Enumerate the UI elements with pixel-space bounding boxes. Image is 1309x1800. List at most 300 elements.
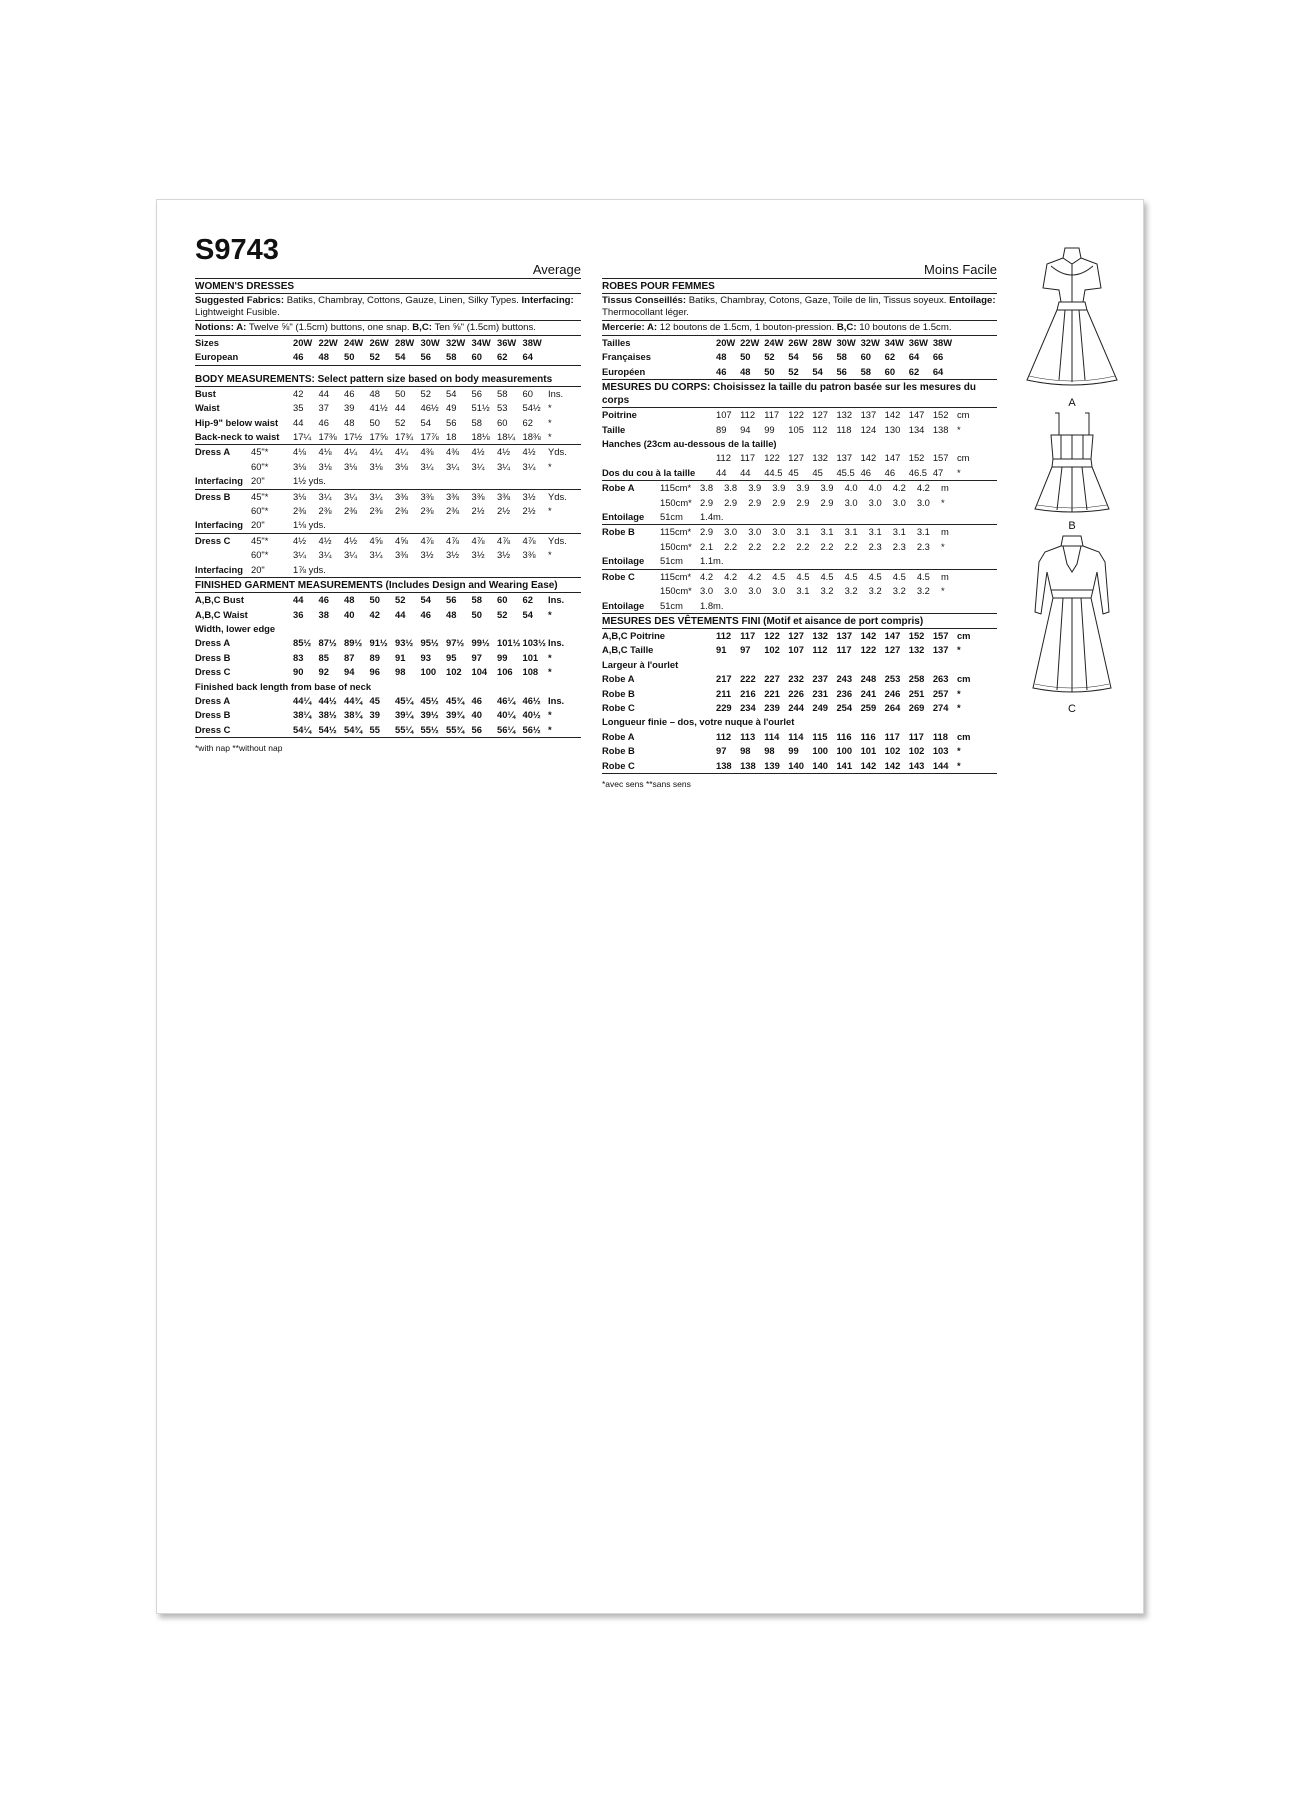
table-row: [195, 608, 581, 622]
cell-unit: *: [940, 496, 945, 508]
cell-value: 4.5: [796, 570, 810, 582]
cell-value: 249: [812, 701, 829, 713]
cell-value: 28W: [395, 337, 415, 348]
cell-value: 54: [395, 351, 406, 363]
cell-value: 44: [293, 416, 304, 428]
cell-value: 103½: [522, 637, 546, 649]
cell-value: 143: [908, 759, 925, 771]
cell-value: 100: [812, 745, 829, 757]
table-row: [602, 466, 997, 480]
notions-text: Twelve ⅝" (1.5cm) buttons, one snap.: [246, 322, 413, 333]
table-row: [195, 593, 581, 607]
table-row: [602, 687, 997, 701]
cell-value: 48: [716, 351, 727, 363]
cell-value: 3¼: [369, 549, 383, 561]
cell-value: 3.0: [772, 585, 786, 597]
cell-value: 4.2: [916, 482, 930, 494]
row-label: [602, 540, 660, 554]
garment-title-fr: ROBES POUR FEMMES: [602, 279, 997, 294]
cell-unit: *: [956, 701, 961, 713]
cell-value: 99: [788, 745, 799, 757]
cell-value: 46½: [420, 402, 439, 414]
table-row: [195, 665, 581, 679]
notions-text-fr: 12 boutons de 1.5cm, 1 bouton-pression.: [657, 322, 837, 333]
table-row: [602, 730, 997, 744]
cell-value: 87½: [318, 637, 337, 649]
fabric-width: 150cm*: [660, 540, 692, 552]
cell-value: 138: [740, 759, 756, 771]
cell-value: 56: [836, 365, 847, 377]
cell-value: 3⅜: [420, 490, 434, 502]
fabric-width: 115cm*: [660, 570, 692, 582]
row-label: Entoilage: [602, 555, 645, 567]
row-label: [195, 504, 251, 518]
cell-value: 3⅛: [344, 460, 358, 472]
row-label: Dress C: [195, 723, 231, 735]
cell-value: 95: [446, 651, 457, 663]
cell-value: 17⅝: [369, 431, 388, 443]
cell-unit: cm: [956, 730, 971, 742]
cell-value: 58: [471, 416, 482, 428]
cell-unit: m: [940, 570, 949, 582]
fabric-width: 115cm*: [660, 482, 692, 494]
cell-value: 3.1: [868, 526, 882, 538]
cell-value: 2.9: [820, 496, 834, 508]
cell-unit: *: [548, 709, 552, 721]
cell-unit: *: [548, 651, 552, 663]
cell-value: 58: [497, 387, 508, 399]
table-row: [602, 629, 997, 643]
cell-value: 269: [908, 701, 925, 713]
cell-value: 258: [908, 673, 925, 685]
cell-value: 92: [318, 666, 329, 678]
cell-value: 93½: [395, 637, 414, 649]
cell-value: 102: [446, 666, 462, 678]
cell-value: 2⅜: [395, 505, 409, 517]
cell-value: 97: [716, 745, 727, 757]
cell-value: 54½: [522, 402, 541, 414]
cell-value: 37: [318, 402, 329, 414]
cell-value: 50: [395, 387, 406, 399]
row-label: Dress A: [195, 694, 231, 706]
cell-value: 134: [908, 423, 925, 435]
cell-unit: *: [956, 466, 961, 478]
cell-value: 18⅜: [522, 431, 541, 443]
cell-value: 38½: [318, 709, 337, 721]
row-label: [602, 584, 660, 598]
cell-value: 138: [932, 423, 949, 435]
cell-value: 93: [420, 651, 431, 663]
cell-value: 3¼: [446, 460, 460, 472]
cell-value: 44: [740, 466, 751, 478]
cell-value: 122: [860, 644, 877, 656]
cell-value: 54½: [318, 723, 337, 735]
cell-unit: *: [548, 505, 552, 517]
fabric-width: 60"*: [251, 460, 269, 472]
yardage-row: [602, 496, 997, 510]
table-row: [195, 636, 581, 650]
cell-value: 117: [764, 409, 780, 421]
cell-value: 3.9: [772, 482, 786, 494]
cell-value: 100: [420, 666, 437, 678]
cell-value: 55: [369, 723, 380, 735]
cell-unit: *: [548, 666, 552, 678]
cell-value: 4⅞: [522, 534, 536, 546]
cell-unit: cm: [956, 629, 971, 641]
row-label: A,B,C Poitrine: [602, 629, 666, 641]
yardage-block: [195, 445, 581, 489]
row-label: Interfacing: [195, 475, 243, 487]
cell-value: 2½: [471, 505, 485, 517]
row-label: Dress B: [195, 651, 231, 663]
cell-value: 4.5: [820, 570, 834, 582]
table-row: [195, 401, 581, 415]
row-label: Dress B: [195, 709, 231, 721]
cell-value: 3½: [420, 549, 434, 561]
cell-value: 4.5: [868, 570, 882, 582]
cell-value: 4¼: [395, 446, 409, 458]
cell-value: 46½: [522, 694, 541, 706]
cell-value: 24W: [344, 337, 364, 348]
cell-value: 3.0: [700, 585, 714, 597]
cell-value: 39¾: [446, 709, 465, 721]
cell-value: 3.0: [916, 496, 930, 508]
cell-value: 2.9: [724, 496, 738, 508]
cell-value: 141: [836, 759, 853, 771]
cell-unit: *: [548, 460, 552, 472]
cell-value: 40½: [522, 709, 541, 721]
cell-value: 3.2: [892, 585, 906, 597]
body-measurements-title-fr: MESURES DU CORPS: Choisissez la taille du patron basée sur les mesures du corps: [602, 380, 997, 408]
cell-value: 44.5: [764, 466, 783, 478]
cell-value: 3.0: [772, 526, 786, 538]
cell-value: 46: [420, 608, 431, 620]
row-label: Dress C: [195, 534, 231, 546]
cell-value: 137: [860, 409, 877, 421]
cell-value: 3½: [522, 490, 536, 502]
cell-value: 3¼: [420, 460, 434, 472]
cell-value: 56: [812, 351, 823, 363]
cell-value: 222: [740, 673, 756, 685]
cell-value: 117: [740, 452, 756, 464]
cell-unit: Yds.: [548, 490, 567, 502]
fabric-width: 51cm: [660, 555, 683, 567]
cell-value: 2.9: [700, 526, 714, 538]
cell-value: 62: [884, 351, 896, 363]
row-label: Back-neck to waist: [195, 431, 280, 443]
cell-value: 45½: [420, 694, 439, 706]
cell-value: 48: [318, 351, 329, 363]
cell-value: 116: [836, 730, 852, 742]
cell-value: 152: [908, 452, 925, 464]
table-row: [602, 423, 997, 437]
cell-value: 112: [716, 452, 731, 464]
cell-value: 4.2: [892, 482, 906, 494]
garment-title: WOMEN'S DRESSES: [195, 279, 581, 294]
fabric-width: 45"*: [251, 534, 269, 546]
fabric-width: 60"*: [251, 505, 269, 517]
cell-value: 47: [932, 466, 944, 478]
cell-value: 44: [716, 466, 727, 478]
cell-value: 4.5: [892, 570, 906, 582]
cell-value: 45¾: [446, 694, 465, 706]
cell-value: 132: [908, 644, 925, 656]
cell-value: 3.2: [868, 585, 882, 597]
finished-measurements-table: [195, 593, 581, 738]
cell-value: 54: [788, 351, 799, 363]
cell-value: 3⅜: [395, 549, 409, 561]
cell-value: 263: [932, 673, 949, 685]
yardage-row: [195, 474, 581, 488]
cell-value: 91½: [369, 637, 388, 649]
yardage-row: [602, 540, 997, 554]
cell-value: 60: [497, 416, 508, 428]
fabric-width: 20": [251, 475, 265, 487]
interfacing-text-fr: Thermocollant léger.: [602, 307, 689, 318]
cell-value: 99½: [471, 637, 490, 649]
cell-unit: cm: [956, 673, 971, 685]
cell-value: 137: [836, 629, 853, 641]
cell-value: 4½: [522, 446, 536, 458]
cell-value: 118: [836, 423, 852, 435]
cell-value: 2.3: [868, 540, 882, 552]
row-label: Robe C: [602, 759, 635, 771]
cell-value: 132: [812, 629, 829, 641]
cell-unit: *: [940, 585, 945, 597]
cell-value: 221: [764, 687, 780, 699]
cell-value: 3.1: [892, 526, 906, 538]
cell-value: 36W: [497, 337, 517, 348]
yardage-row: [195, 445, 581, 459]
cell-value: 3⅛: [293, 460, 307, 472]
finished-measurements-title-fr: MESURES DES VÊTEMENTS FINI (Motif et aisance de port compris): [602, 614, 997, 629]
row-label: Hip-9" below waist: [195, 416, 279, 428]
notions-paragraph-fr: [602, 321, 997, 336]
row-label: Dress A: [195, 637, 231, 649]
row-label: [602, 451, 716, 465]
table-row: [602, 365, 997, 379]
notions-paragraph: [195, 321, 581, 336]
row-label: [602, 496, 660, 510]
cell-value: 4⅞: [446, 534, 460, 546]
cell-value: 3⅜: [395, 490, 409, 502]
cell-value: 122: [788, 409, 804, 421]
cell-value: 56: [471, 387, 482, 399]
cell-value: 107: [716, 409, 732, 421]
row-label: A,B,C Waist: [195, 608, 248, 620]
cell-value: 142: [860, 759, 877, 771]
cell-value: 102: [884, 745, 901, 757]
table-subheading: [195, 622, 581, 636]
view-a-illustration: [1017, 244, 1127, 392]
interfacing-amount: 1⅛ yds.: [293, 519, 326, 531]
cell-value: 4⅞: [497, 534, 511, 546]
row-label: Robe C: [602, 570, 635, 582]
body-measurements-table: [195, 387, 581, 446]
cell-value: 106: [497, 666, 513, 678]
cell-value: 216: [740, 687, 756, 699]
cell-value: 39: [369, 709, 380, 721]
cell-value: 44¾: [344, 694, 363, 706]
view-illustrations: [1017, 244, 1127, 715]
yardage-block: [602, 570, 997, 614]
fabric-width: 45"*: [251, 490, 269, 502]
cell-value: 3.0: [724, 585, 738, 597]
table-row: [195, 430, 581, 444]
cell-value: 3¼: [318, 549, 332, 561]
cell-value: 46¼: [497, 694, 516, 706]
cell-value: 4½: [293, 534, 307, 546]
cell-unit: *: [956, 423, 961, 435]
cell-value: 34W: [884, 337, 904, 348]
cell-value: 124: [860, 423, 877, 435]
row-label: Poitrine: [602, 409, 637, 421]
cell-value: 62: [908, 365, 920, 377]
cell-unit: *: [548, 723, 552, 735]
cell-value: 4½: [497, 446, 511, 458]
yardage-block: [602, 525, 997, 569]
yardage-row: [195, 460, 581, 474]
cell-value: 55¾: [446, 723, 465, 735]
cell-value: 246: [884, 687, 901, 699]
yardage-row: [195, 548, 581, 562]
cell-value: 2.2: [724, 540, 738, 552]
cell-value: 56½: [522, 723, 541, 735]
cell-value: 101: [522, 651, 539, 663]
cell-value: 38¼: [293, 709, 312, 721]
cell-value: 3.0: [844, 496, 858, 508]
yardage-table: [195, 445, 581, 578]
row-label: Robe C: [602, 701, 635, 713]
cell-value: 26W: [788, 337, 808, 348]
interfacing-amount: 1½ yds.: [293, 475, 326, 487]
english-header: [195, 234, 581, 279]
notions-bc-text-fr: 10 boutons de 1.5cm.: [856, 322, 952, 333]
cell-value: 46: [318, 594, 329, 606]
cell-value: 3.2: [844, 585, 858, 597]
cell-value: 52: [788, 365, 799, 377]
body-measurements-table-fr: [602, 408, 997, 481]
cell-value: 56: [446, 416, 457, 428]
cell-value: 53: [497, 402, 508, 414]
cell-unit: Ins.: [548, 637, 565, 649]
cell-value: 4⅜: [420, 446, 434, 458]
cell-value: 55¼: [395, 723, 414, 735]
size-table-fr: [602, 336, 997, 380]
cell-value: 112: [716, 629, 732, 641]
cell-value: 17½: [344, 431, 363, 443]
cell-value: 54: [446, 387, 457, 399]
cell-value: 94: [344, 666, 355, 678]
cell-value: 257: [932, 687, 949, 699]
cell-value: 137: [836, 452, 853, 464]
cell-value: 3⅛: [395, 460, 409, 472]
cell-value: 3.0: [748, 585, 762, 597]
row-label: Tailles: [602, 337, 631, 348]
cell-value: 3½: [446, 549, 460, 561]
view-a-label: A: [1068, 397, 1076, 409]
cell-value: 91: [395, 651, 406, 663]
cell-value: 3.9: [820, 482, 834, 494]
cell-value: 52: [497, 608, 508, 620]
cell-value: 132: [836, 409, 853, 421]
cell-value: 17⅞: [420, 431, 439, 443]
cell-value: 45: [812, 466, 823, 478]
cell-value: 54¾: [344, 723, 363, 735]
cell-value: 24W: [764, 337, 784, 348]
row-label: A,B,C Taille: [602, 644, 654, 656]
cell-value: 50: [369, 416, 380, 428]
cell-value: 91: [716, 644, 727, 656]
yardage-row: [195, 490, 581, 504]
cell-value: 58: [471, 594, 482, 606]
row-label: Interfacing: [195, 563, 243, 575]
cell-unit: cm: [956, 452, 970, 464]
cell-value: 122: [764, 452, 780, 464]
cell-value: 157: [932, 629, 949, 641]
cell-value: 45¼: [395, 694, 414, 706]
cell-value: 2⅜: [446, 505, 460, 517]
row-label: Françaises: [602, 351, 651, 363]
cell-value: 241: [860, 687, 877, 699]
cell-unit: *: [548, 416, 552, 428]
cell-value: 48: [344, 416, 355, 428]
cell-value: 4½: [318, 534, 332, 546]
difficulty-level-fr: Moins Facile: [924, 262, 997, 277]
notions-bc-text: Ten ⅝" (1.5cm) buttons.: [431, 322, 536, 333]
cell-value: 50: [764, 365, 775, 377]
cell-value: 3.2: [916, 585, 930, 597]
cell-value: 54: [420, 594, 431, 606]
footnote: *with nap **without nap: [195, 743, 283, 754]
cell-value: 46: [884, 466, 896, 478]
yardage-row: [602, 584, 997, 598]
row-label: Robe B: [602, 526, 635, 538]
cell-value: 34W: [471, 337, 491, 348]
cell-value: 45.5: [836, 466, 855, 478]
cell-value: 96: [369, 666, 380, 678]
cell-value: 90: [293, 666, 304, 678]
cell-value: 112: [740, 409, 756, 421]
cell-value: 2.2: [796, 540, 810, 552]
cell-value: 48: [344, 594, 355, 606]
cell-value: 157: [932, 452, 949, 464]
fabric-width: 60"*: [251, 549, 269, 561]
table-row: [602, 350, 997, 364]
yardage-row: [602, 570, 997, 584]
cell-value: 89: [716, 423, 727, 435]
cell-value: 144: [932, 759, 949, 771]
cell-value: 46: [716, 365, 727, 377]
row-label: Dos du cou à la taille: [602, 466, 696, 478]
cell-value: 3⅜: [497, 490, 511, 502]
cell-value: 4⅝: [369, 534, 383, 546]
cell-value: 44½: [318, 694, 337, 706]
cell-value: 4.2: [748, 570, 762, 582]
cell-value: 32W: [446, 337, 466, 348]
cell-value: 3.1: [916, 526, 930, 538]
cell-value: 32W: [860, 337, 880, 348]
table-row: [602, 408, 997, 422]
cell-value: 100: [836, 745, 853, 757]
cell-value: 2⅜: [344, 505, 358, 517]
cell-value: 107: [788, 644, 804, 656]
cell-value: 130: [884, 423, 901, 435]
cell-value: 140: [812, 759, 829, 771]
cell-value: 101: [860, 745, 877, 757]
french-column: [602, 244, 997, 789]
cell-value: 3.8: [724, 482, 738, 494]
